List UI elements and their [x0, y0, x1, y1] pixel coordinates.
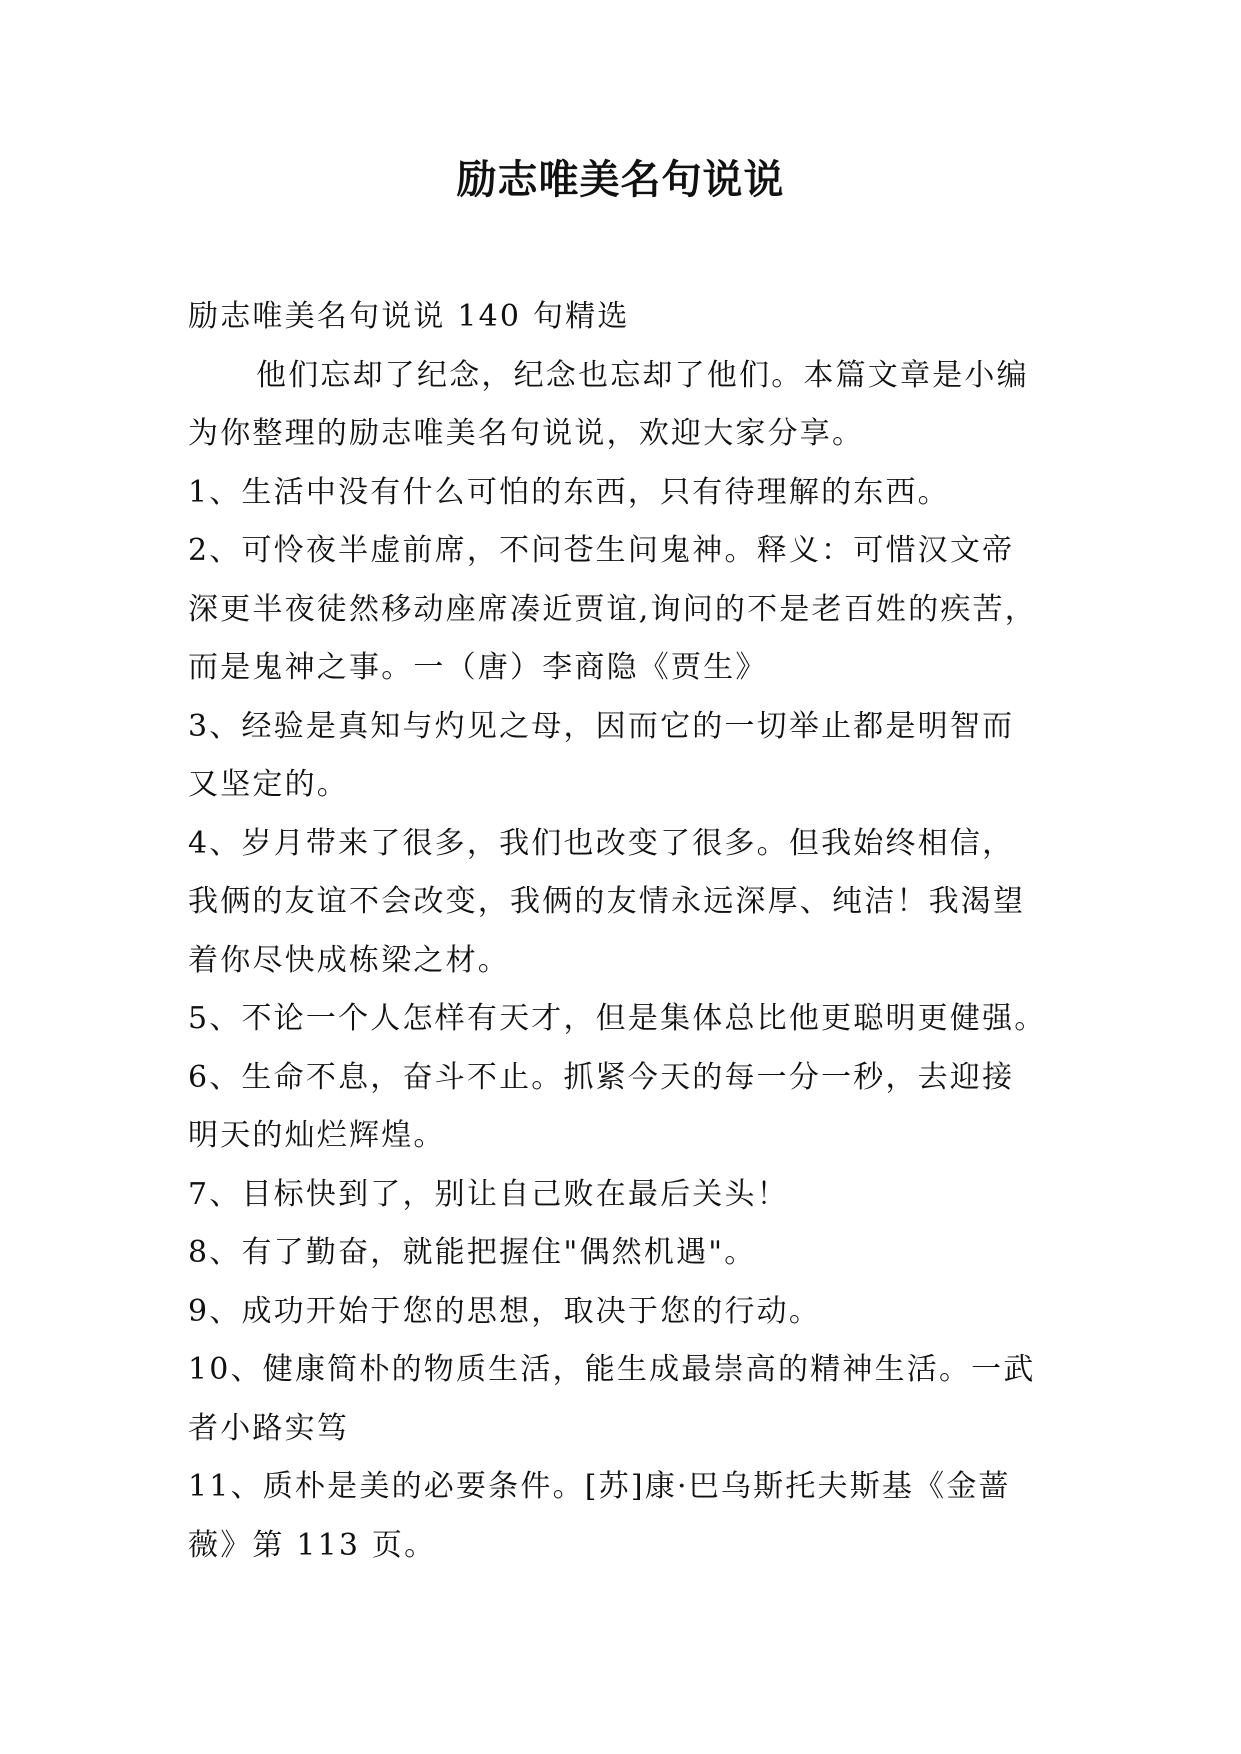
quote-line: 着你尽快成栋梁之材。	[188, 942, 510, 978]
quote-line: 3、经验是真知与灼见之母，因而它的一切举止都是明智而	[188, 708, 1015, 744]
intro-line: 为你整理的励志唯美名句说说，欢迎大家分享。	[188, 416, 865, 451]
document-title: 励志唯美名句说说	[456, 157, 785, 203]
quote-line: 薇》第 113 页。	[188, 1527, 437, 1563]
quote-line: 又坚定的。	[188, 767, 349, 802]
quote-line: 明天的灿烂辉煌。	[188, 1118, 446, 1153]
subtitle-line: 励志唯美名句说说 140 句精选	[188, 299, 630, 334]
quote-line: 1、生活中没有什么可怕的东西，只有待理解的东西。	[188, 474, 950, 510]
quote-line: 11、质朴是美的必要条件。[苏]康·巴乌斯托夫斯基《金蔷	[188, 1469, 1011, 1504]
quote-line: 而是鬼神之事。一（唐）李商隐《贾生》	[188, 650, 768, 685]
quote-line: 10、健康简朴的物质生活，能生成最崇高的精神生活。一武	[188, 1352, 1036, 1387]
quote-line: 我俩的友谊不会改变，我俩的友情永远深厚、纯洁！我渴望	[188, 884, 1026, 919]
intro-line: 他们忘却了纪念，纪念也忘却了他们。本篇文章是小编	[256, 357, 1029, 393]
quote-line: 4、岁月带来了很多，我们也改变了很多。但我始终相信，	[188, 825, 1015, 861]
quote-line: 6、生命不息，奋斗不止。抓紧今天的每一分一秒，去迎接	[188, 1059, 1015, 1095]
quote-line: 者小路实笃	[188, 1410, 349, 1446]
document-body	[188, 288, 1060, 1575]
quote-line: 2、可怜夜半虚前席，不问苍生问鬼神。释义：可惜汉文帝	[188, 533, 1015, 568]
quote-line: 5、不论一个人怎样有天才，但是集体总比他更聪明更健强。	[188, 1001, 1047, 1036]
quote-line: 7、目标快到了，别让自己败在最后关头！	[188, 1176, 789, 1212]
quote-line: 9、成功开始于您的思想，取决于您的行动。	[188, 1293, 822, 1329]
quote-line: 8、有了勤奋，就能把握住"偶然机遇"。	[188, 1235, 757, 1270]
quote-line: 深更半夜徒然移动座席凑近贾谊,询问的不是老百姓的疾苦，	[188, 591, 1037, 627]
